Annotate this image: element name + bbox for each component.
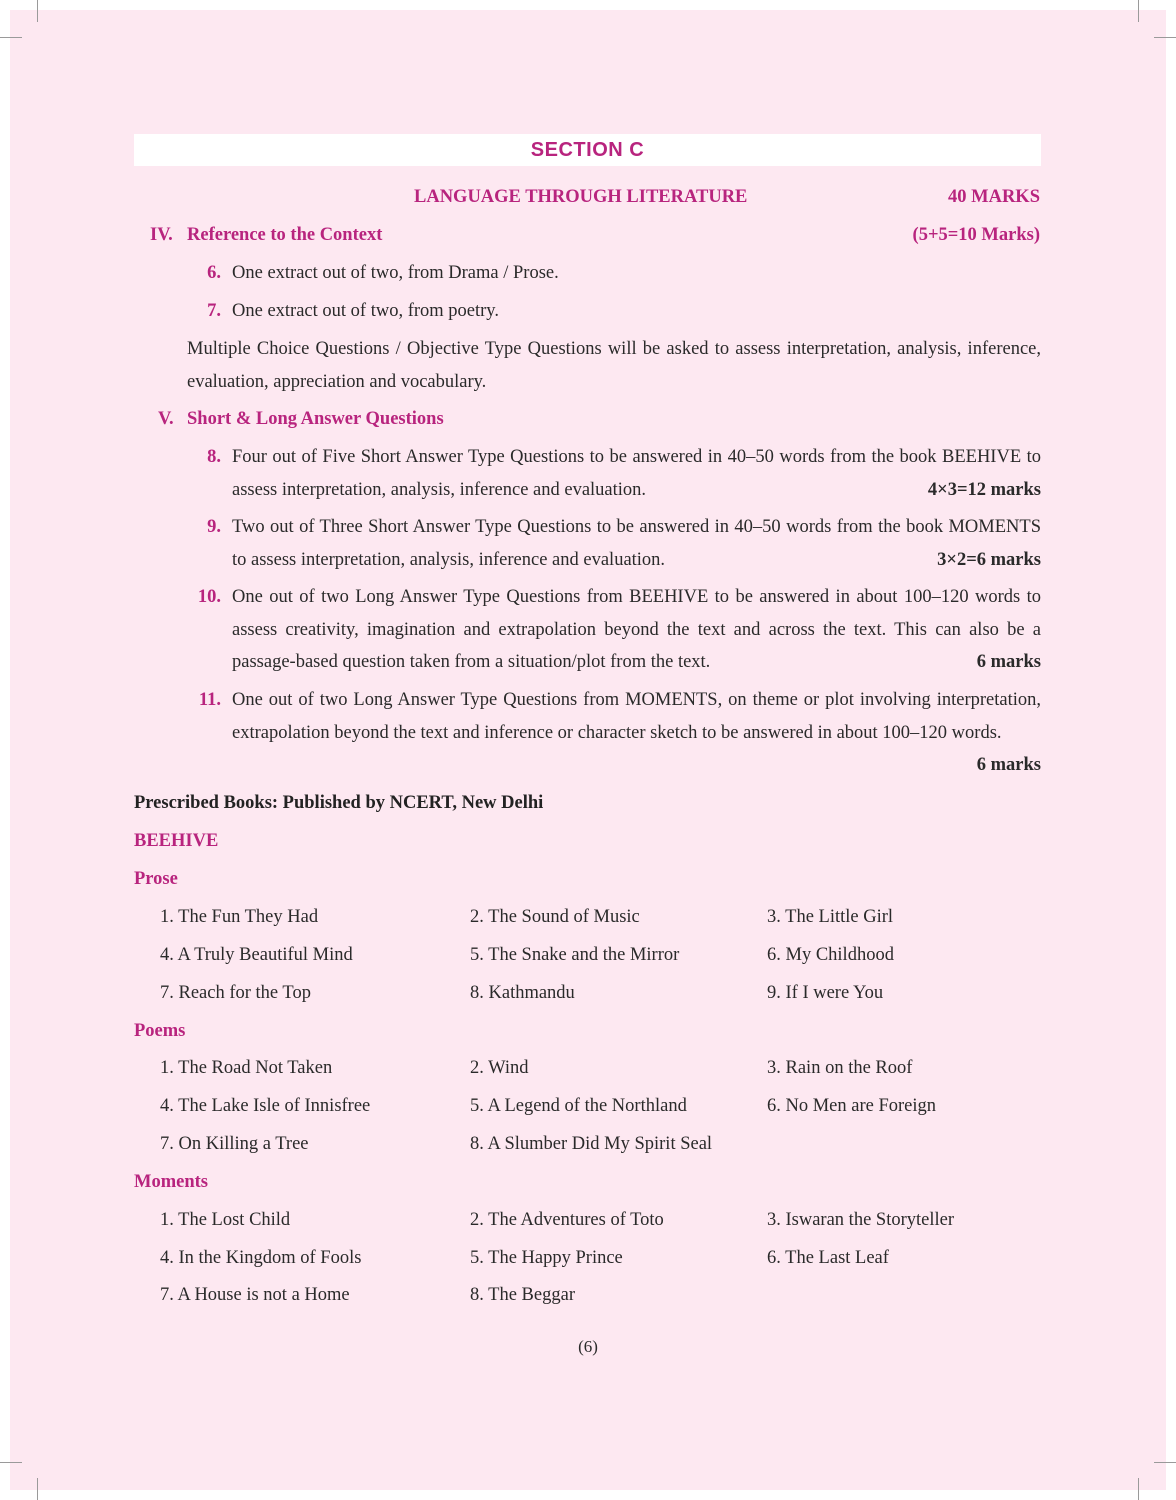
item-number: 6.: [207, 263, 221, 283]
list-item: 9. If I were You: [767, 983, 884, 1003]
list-item: 8. Kathmandu: [470, 983, 575, 1003]
beehive-heading: BEEHIVE: [134, 831, 219, 851]
item-number: 7.: [207, 301, 221, 321]
list-item: 4. The Lake Isle of Innisfree: [160, 1096, 371, 1116]
list-item: 7. On Killing a Tree: [160, 1134, 309, 1154]
part-v-title: Short & Long Answer Questions: [187, 409, 444, 429]
part-iv-marks: (5+5=10 Marks): [912, 225, 1040, 245]
page-number: (6): [578, 1337, 598, 1356]
list-item: 6. No Men are Foreign: [767, 1096, 937, 1116]
list-item: 6. My Childhood: [767, 945, 894, 965]
list-item: 6. The Last Leaf: [767, 1248, 889, 1268]
list-item: 1. The Lost Child: [160, 1210, 291, 1230]
list-item: 4. In the Kingdom of Fools: [160, 1248, 362, 1268]
item-number: 11.: [198, 690, 221, 710]
list-item: 2. The Sound of Music: [470, 907, 640, 927]
item-text: One extract out of two, from poetry.: [232, 301, 499, 321]
list-item: 4. A Truly Beautiful Mind: [160, 945, 353, 965]
list-item: 2. The Adventures of Toto: [470, 1210, 664, 1230]
poems-heading: Poems: [134, 1021, 186, 1041]
list-item: 3. The Little Girl: [767, 907, 894, 927]
prescribed-books: Prescribed Books: Published by NCERT, New Delhi: [134, 793, 544, 813]
list-item: 1. The Road Not Taken: [160, 1058, 333, 1078]
list-item: 7. A House is not a Home: [160, 1285, 350, 1305]
question-item: [232, 511, 1041, 576]
item-text: One out of two Long Answer Type Questions from MOMENTS, on theme or plot involving interpretation, extrapolation beyond the text and inference or character sketch to be answered in about 100–120 words.: [232, 690, 1041, 743]
list-item: 8. A Slumber Did My Spirit Seal: [470, 1134, 713, 1154]
list-item: 7. Reach for the Top: [160, 983, 311, 1003]
item-text: One out of two Long Answer Type Questions from BEEHIVE to be answered in about 100–120 words to assess creativity, imagination and extrapolation beyond the text and across the text. This can also be a passage-based question taken from a situation/plot from the text.: [232, 587, 1041, 672]
item-marks: 6 marks: [976, 755, 1041, 775]
part-iv-roman: IV.: [150, 225, 173, 245]
list-item: 2. Wind: [470, 1058, 529, 1078]
item-number: 10.: [197, 587, 221, 607]
list-item: 5. The Happy Prince: [470, 1248, 623, 1268]
list-item: 3. Rain on the Roof: [767, 1058, 913, 1078]
question-item: [232, 684, 1041, 782]
item-marks: 3×2=6 marks: [937, 549, 1041, 570]
list-item: 1. The Fun They Had: [160, 907, 319, 927]
list-item: 5. The Snake and the Mirror: [470, 945, 680, 965]
heading-marks: 40 MARKS: [948, 187, 1040, 207]
item-marks: 4×3=12 marks: [927, 479, 1041, 500]
item-number: 9.: [207, 517, 221, 537]
item-text: Four out of Five Short Answer Type Questions to be answered in 40–50 words from the book BEEHIVE to assess interpretation, analysis, inference and evaluation.: [232, 447, 1041, 500]
question-item: [232, 441, 1041, 506]
question-item: [232, 581, 1041, 679]
prose-heading: Prose: [134, 869, 178, 889]
list-item: 3. Iswaran the Storyteller: [767, 1210, 954, 1230]
part-v-roman: V.: [158, 409, 174, 429]
item-text: Two out of Three Short Answer Type Questions to be answered in 40–50 words from the book MOMENTS to assess interpretation, analysis, inference and evaluation.: [232, 517, 1041, 570]
item-text: One extract out of two, from Drama / Prose.: [232, 263, 559, 283]
heading-title: LANGUAGE THROUGH LITERATURE: [414, 187, 748, 207]
moments-heading: Moments: [134, 1172, 208, 1192]
list-item: 5. A Legend of the Northland: [470, 1096, 687, 1116]
item-marks: 6 marks: [976, 652, 1041, 672]
section-title-bar: [134, 134, 1041, 166]
part-iv-note: Multiple Choice Questions / Objective Type Questions will be asked to assess interpretation, analysis, inference, evaluation, appreciation and vocabulary.: [187, 339, 1041, 392]
item-number: 8.: [207, 447, 221, 467]
list-item: 8. The Beggar: [470, 1285, 575, 1305]
section-title: SECTION C: [530, 139, 645, 161]
part-iv-title: Reference to the Context: [187, 225, 383, 245]
